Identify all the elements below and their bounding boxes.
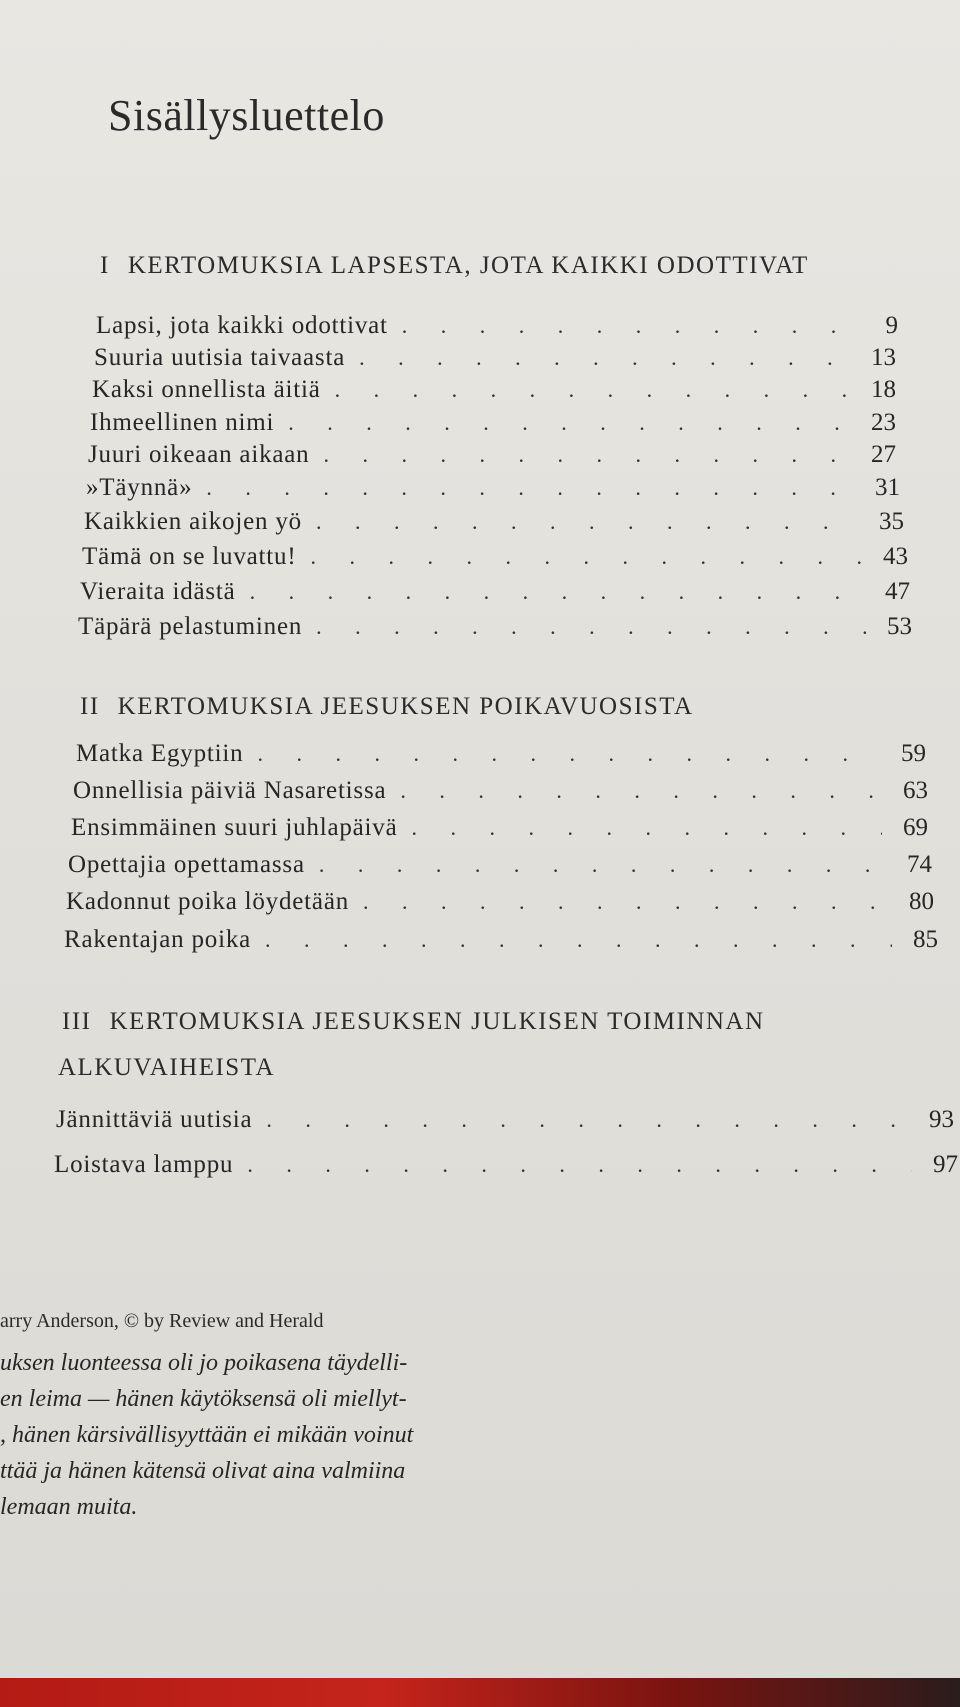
toc-entry[interactable] (54, 1151, 958, 1185)
dot-leader (316, 614, 866, 640)
dot-leader (257, 741, 880, 767)
entry-page: 31 (875, 474, 900, 501)
toc-entry[interactable] (56, 1106, 954, 1140)
entry-label: Rakentajan poika (64, 926, 252, 953)
toc-entry[interactable] (68, 851, 932, 885)
entry-page: 53 (887, 613, 912, 640)
entry-label: Vieraita idästä (80, 578, 236, 605)
dot-leader (206, 475, 854, 501)
dot-leader (265, 927, 892, 953)
toc-entry[interactable] (86, 474, 900, 508)
toc-entry[interactable] (90, 409, 896, 443)
section-numeral: I (100, 252, 110, 279)
section-numeral: II (80, 693, 100, 720)
toc-entry[interactable] (78, 613, 912, 647)
dot-leader (400, 778, 882, 804)
dot-leader (319, 852, 886, 878)
entry-page: 47 (885, 578, 910, 605)
entry-label: Ensimmäinen suuri juhlapäivä (71, 814, 398, 841)
toc-entry[interactable] (73, 777, 928, 811)
dot-leader (335, 377, 850, 403)
entry-page: 35 (879, 508, 904, 535)
entry-page: 59 (901, 740, 926, 767)
image-caption (0, 1345, 520, 1525)
entry-label: Onnellisia päiviä Nasaretissa (73, 777, 387, 804)
toc-entry[interactable] (96, 312, 898, 346)
entry-label: Täpärä pelastuminen (78, 613, 303, 640)
entry-page: 80 (909, 888, 934, 915)
dot-leader (412, 815, 882, 841)
dot-leader (266, 1107, 908, 1133)
page-title: Sisällysluettelo (108, 91, 385, 140)
entry-page: 97 (933, 1151, 958, 1178)
entry-label: Jännittäviä uutisia (56, 1106, 253, 1133)
entry-page: 9 (885, 312, 898, 339)
entry-label: »Täynnä» (86, 474, 193, 501)
entry-label: Loistava lamppu (54, 1151, 234, 1178)
section-title: KERTOMUKSIA JEESUKSEN JULKISEN TOIMINNAN (109, 1008, 765, 1035)
entry-page: 85 (913, 926, 938, 953)
toc-entry[interactable] (88, 441, 896, 475)
dot-leader (250, 579, 864, 605)
entry-page: 43 (883, 543, 908, 570)
toc-entry[interactable] (82, 543, 908, 577)
dot-leader (402, 313, 852, 339)
section-heading-3 (62, 1008, 765, 1036)
toc-entry[interactable] (64, 926, 938, 960)
dot-leader (323, 442, 850, 468)
section-numeral: III (62, 1008, 92, 1035)
photo-credit: arry Anderson, © by Review and Herald (0, 1310, 324, 1332)
toc-entry[interactable] (66, 888, 934, 922)
entry-label: Kadonnut poika löydetään (66, 888, 350, 915)
section-heading-2 (80, 693, 694, 721)
caption-line: lemaan muita. (0, 1494, 138, 1520)
entry-page: 74 (907, 851, 932, 878)
toc-entry[interactable] (80, 578, 910, 612)
toc-entry[interactable] (84, 508, 904, 542)
entry-page: 63 (903, 777, 928, 804)
dot-leader (316, 509, 858, 535)
caption-line: , hänen kärsivällisyyttään ei mikään voinut (0, 1422, 414, 1448)
dot-leader (288, 410, 850, 436)
entry-page: 13 (871, 344, 896, 371)
toc-entry[interactable] (76, 740, 926, 774)
caption-line: en leima — hänen käytöksensä oli miellyt- (0, 1386, 407, 1412)
section-title: KERTOMUKSIA JEESUKSEN POIKAVUOSISTA (117, 693, 694, 720)
section-title: KERTOMUKSIA LAPSESTA, JOTA KAIKKI ODOTTIVAT (127, 252, 809, 279)
entry-label: Tämä on se luvattu! (82, 543, 297, 570)
book-cover-edge (0, 1678, 960, 1707)
caption-line: uksen luonteessa oli jo poikasena täydelli- (0, 1350, 408, 1376)
dot-leader (359, 345, 850, 371)
entry-label: Opettajia opettamassa (68, 851, 305, 878)
entry-label: Juuri oikeaan aikaan (88, 441, 310, 468)
entry-page: 18 (871, 376, 896, 403)
toc-entry[interactable] (92, 376, 896, 410)
entry-page: 69 (903, 814, 928, 841)
caption-line: ttää ja hänen kätensä olivat aina valmiina (0, 1458, 406, 1484)
dot-leader (247, 1152, 912, 1178)
section-heading-3-line2: ALKUVAIHEISTA (58, 1054, 276, 1081)
entry-page: 93 (929, 1106, 954, 1133)
toc-entry[interactable] (94, 344, 896, 378)
entry-label: Kaksi onnellista äitiä (92, 376, 321, 403)
entry-label: Ihmeellinen nimi (90, 409, 275, 436)
entry-label: Kaikkien aikojen yö (84, 508, 302, 535)
dot-leader (363, 889, 888, 915)
entry-label: Matka Egyptiin (76, 740, 244, 767)
toc-entry[interactable] (71, 814, 928, 848)
entry-label: Suuria uutisia taivaasta (94, 344, 346, 371)
entry-page: 23 (871, 409, 896, 436)
entry-label: Lapsi, jota kaikki odottivat (96, 312, 388, 339)
dot-leader (310, 544, 862, 570)
entry-page: 27 (871, 441, 896, 468)
section-heading-1 (100, 252, 809, 280)
